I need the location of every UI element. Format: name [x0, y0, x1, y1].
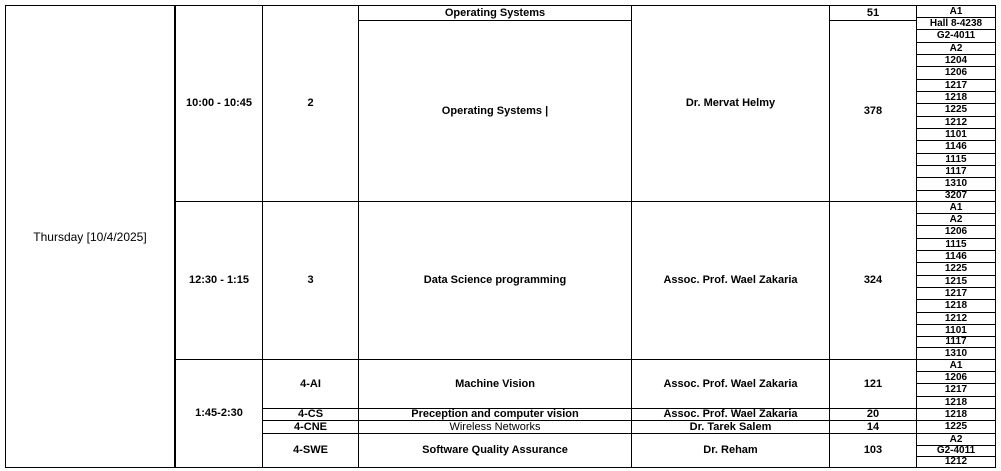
room-cell: 1217: [916, 79, 996, 92]
instructor-cell-slot-2: Assoc. Prof. Wael Zakaria: [631, 201, 830, 360]
room-cell: 1225: [916, 420, 996, 434]
room-cell: A2: [916, 433, 996, 446]
count-cell-4-cne: 14: [829, 420, 917, 434]
room-cell: A1: [916, 5, 996, 18]
room-cell: Hall 8-4238: [916, 17, 996, 30]
course-cell-slot-2: Data Science programming: [358, 201, 632, 360]
count-cell-slot-1: 378: [829, 20, 917, 202]
room-cell: 1310: [916, 347, 996, 360]
room-cell: 1217: [916, 287, 996, 300]
room-cell: 1146: [916, 140, 996, 154]
room-cell: 1225: [916, 103, 996, 117]
room-cell: 1115: [916, 153, 996, 166]
level-cell-4-cne: 4-CNE: [262, 420, 359, 434]
course-cell-4-swe: Software Quality Assurance: [358, 433, 632, 468]
room-cell: 1206: [916, 371, 996, 384]
count-cell-4-ai: 121: [829, 359, 917, 409]
instructor-cell-4-swe: Dr. Reham: [631, 433, 830, 468]
instructor-cell-4-cne: Dr. Tarek Salem: [631, 420, 830, 434]
level-cell-4-ai: 4-AI: [262, 359, 359, 409]
count-cell-slot-2: 324: [829, 201, 917, 360]
level-cell-4-cs: 4-CS: [262, 408, 359, 421]
room-cell: 1146: [916, 250, 996, 263]
course-cell-4-cne: Wireless Networks: [358, 420, 632, 434]
room-cell: 1212: [916, 312, 996, 325]
course-cell-slot-1: Operating Systems |: [358, 20, 632, 202]
room-cell: 1204: [916, 54, 996, 67]
time-cell-slot-3: 1:45-2:30: [175, 359, 263, 468]
room-cell: 1218: [916, 91, 996, 104]
room-cell: 1217: [916, 383, 996, 397]
room-cell: 1212: [916, 456, 996, 468]
course-cell-4-cs: Preception and computer vision: [358, 408, 632, 421]
level-cell-4-swe: 4-SWE: [262, 433, 359, 468]
room-cell: 1117: [916, 165, 996, 178]
level-cell-slot-1: 2: [262, 5, 359, 202]
room-cell: 1206: [916, 66, 996, 80]
room-cell: G2-4011: [916, 445, 996, 457]
room-cell: 1117: [916, 336, 996, 348]
time-cell-slot-2: 12:30 - 1:15: [175, 201, 263, 360]
day-cell: Thursday [10/4/2025]: [5, 5, 175, 468]
room-cell: 1218: [916, 299, 996, 313]
room-cell: 1115: [916, 238, 996, 251]
room-cell: 1206: [916, 225, 996, 239]
count-cell-top: 51: [829, 5, 917, 21]
room-cell: 1101: [916, 128, 996, 141]
instructor-cell-slot-1: Dr. Mervat Helmy: [631, 5, 830, 202]
room-cell: 1215: [916, 275, 996, 288]
room-cell: 3207: [916, 190, 996, 202]
room-cell: 1310: [916, 177, 996, 191]
room-cell: 1101: [916, 324, 996, 337]
instructor-cell-4-ai: Assoc. Prof. Wael Zakaria: [631, 359, 830, 409]
room-cell: 1218: [916, 396, 996, 409]
course-cell-4-ai: Machine Vision: [358, 359, 632, 409]
room-cell: A2: [916, 213, 996, 226]
room-cell: 1218: [916, 408, 996, 421]
room-cell: A1: [916, 201, 996, 214]
room-cell: A1: [916, 359, 996, 372]
room-cell: G2-4011: [916, 29, 996, 43]
course-cell-top: Operating Systems: [358, 5, 632, 21]
instructor-cell-4-cs: Assoc. Prof. Wael Zakaria: [631, 408, 830, 421]
time-cell-slot-1: 10:00 - 10:45: [175, 5, 263, 202]
room-cell: A2: [916, 42, 996, 55]
room-cell: 1212: [916, 116, 996, 129]
count-cell-4-cs: 20: [829, 408, 917, 421]
level-cell-slot-2: 3: [262, 201, 359, 360]
room-cell: 1225: [916, 262, 996, 276]
count-cell-4-swe: 103: [829, 433, 917, 468]
